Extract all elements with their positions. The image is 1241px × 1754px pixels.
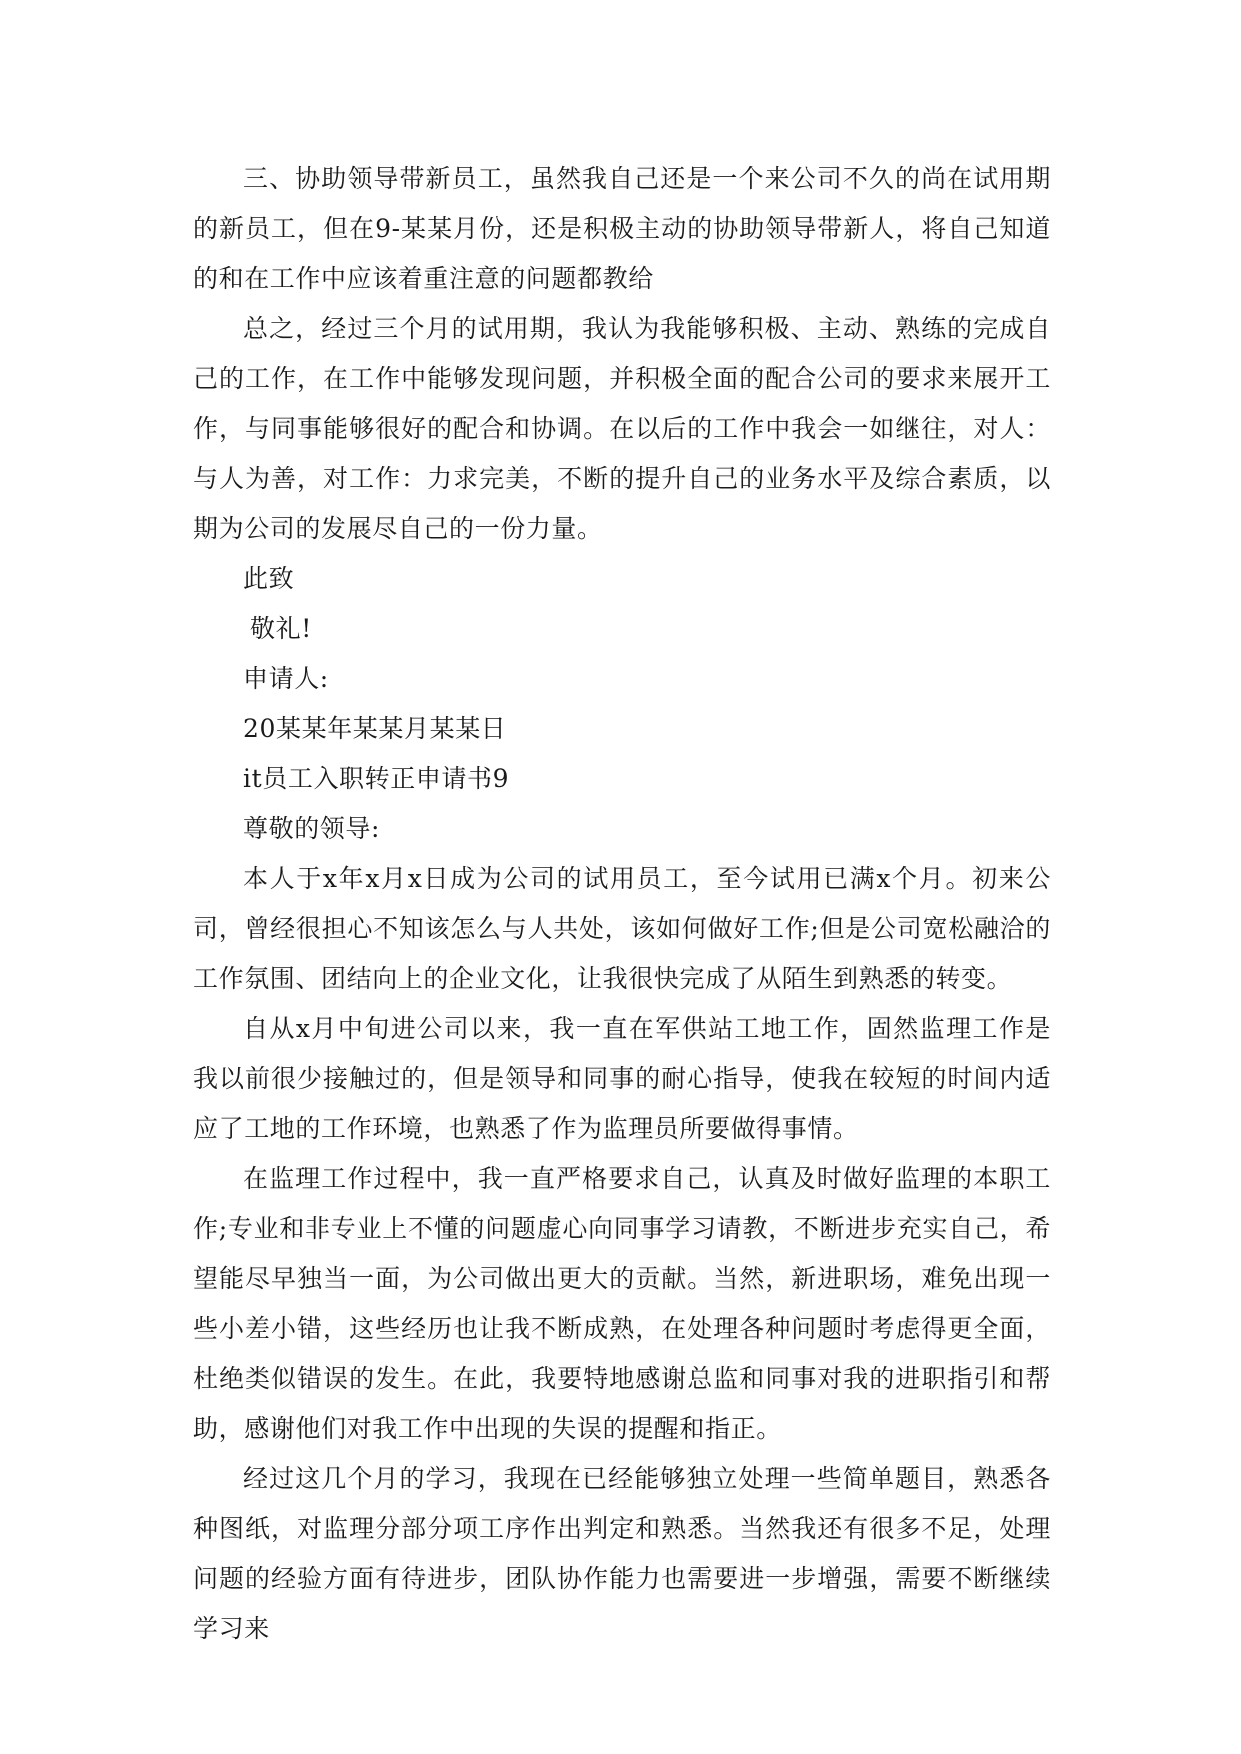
salute-text: 敬礼!: [250, 614, 312, 643]
closing-text: 此致: [243, 564, 295, 593]
body-paragraph-work: 在监理工作过程中，我一直严格要求自己，认真及时做好监理的本职工作;专业和非专业上不懂的问题虚心向同事学习请教，不断进步充实自己，希望能尽早独当一面，为公司做出更大的贡献。当然，新进职场，难免出现一些小差小错，这些经历也让我不断成熟，在处理各种问题时考虑得更全面，杜绝类似错误的发生。在此，我要特地感谢总监和同事对我的进职指引和帮助，感谢他们对我工作中出现的失误的提醒和指正。: [193, 1164, 1051, 1443]
body-paragraph-learning: 经过这几个月的学习，我现在已经能够独立处理一些简单题目，熟悉各种图纸，对监理分部分项工序作出判定和熟悉。当然我还有很多不足，处理问题的经验方面有待进步，团队协作能力也需要进一步增强，需要不断继续学习来: [193, 1464, 1051, 1643]
body-paragraph-intro: 本人于x年x月x日成为公司的试用员工，至今试用已满x个月。初来公司，曾经很担心不知该怎么与人共处，该如何做好工作;但是公司宽松融洽的工作氛围、团结向上的企业文化，让我很快完成了从陌生到熟悉的转变。: [193, 864, 1051, 993]
body-paragraph-site: 自从x月中旬进公司以来，我一直在军供站工地工作，固然监理工作是我以前很少接触过的，但是领导和同事的耐心指导，使我在较短的时间内适应了工地的工作环境，也熟悉了作为监理员所要做得事情。: [193, 1014, 1051, 1143]
applicant-label: 申请人:: [243, 664, 329, 693]
section-title: it员工入职转正申请书9: [243, 764, 510, 793]
greeting-text: 尊敬的领导:: [243, 814, 381, 843]
paragraph-training: 三、协助领导带新员工，虽然我自己还是一个来公司不久的尚在试用期的新员工，但在9-某某月份，还是积极主动的协助领导带新人，将自己知道的和在工作中应该着重注意的问题都教给: [193, 164, 1051, 293]
date-text: 20某某年某某月某某日: [243, 714, 507, 743]
paragraph-summary: 总之，经过三个月的试用期，我认为我能够积极、主动、熟练的完成自己的工作，在工作中能够发现问题，并积极全面的配合公司的要求来展开工作，与同事能够很好的配合和协调。在以后的工作中我会一如继往，对人：与人为善，对工作：力求完美，不断的提升自己的业务水平及综合素质，以期为公司的发展尽自己的一份力量。: [193, 314, 1051, 543]
